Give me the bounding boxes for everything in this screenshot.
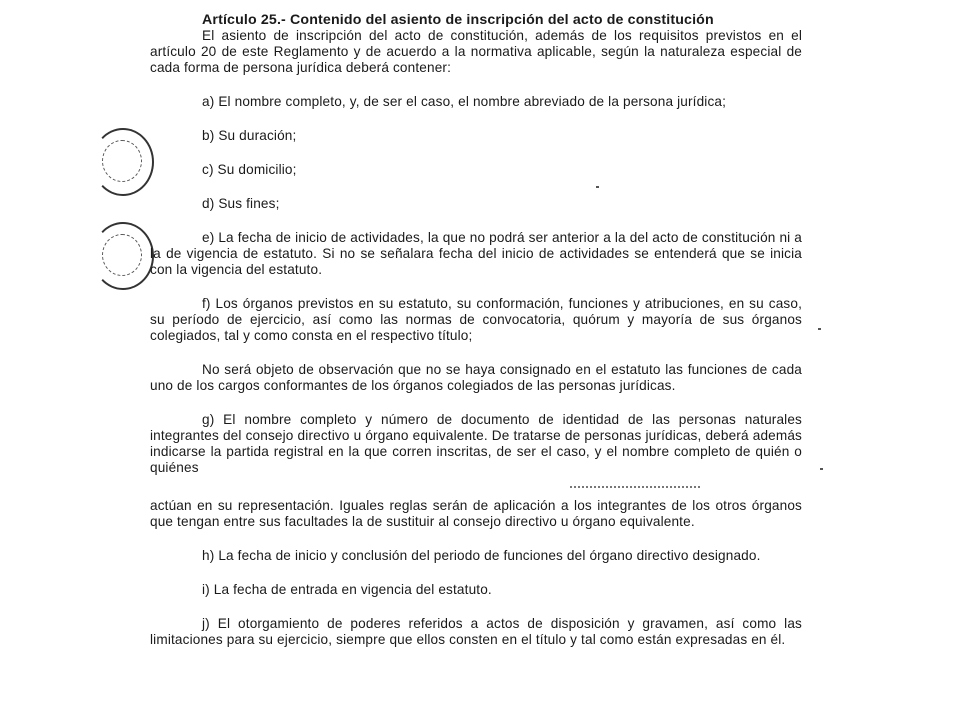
item-d: d) Sus fines; xyxy=(202,196,280,211)
item-g: g) El nombre completo y número de documento de identidad de las personas naturales integrantes del consejo directivo u órgano equivalente. De tratarse de personas jurídicas, deberá además indicarse la partida registral en la que corren inscritas, de ser el caso, y el nombre completo de quién o quiénes xyxy=(150,412,802,475)
document-body xyxy=(150,12,802,648)
item-e: e) La fecha de inicio de actividades, la que no podrá ser anterior a la del acto de constitución ni a la de vigencia de estatuto. Si no se señalara fecha del inicio de actividades se entenderá que se inicia con la vigencia del estatuto. xyxy=(150,230,802,277)
article-intro: El asiento de inscripción del acto de constitución, además de los requisitos previstos en el artículo 20 de este Reglamento y de acuerdo a la normativa aplicable, según la naturaleza especial de cada forma de persona jurídica deberá contener: xyxy=(150,28,802,75)
scan-speck xyxy=(820,468,823,470)
scan-speck xyxy=(818,328,821,330)
item-f: f) Los órganos previstos en su estatuto, su conformación, funciones y atribuciones, en su caso, su período de ejercicio, así como las normas de convocatoria, quórum y mayoría de sus órganos colegiados, tal y como consta en el respectivo título; xyxy=(150,296,802,343)
item-b: b) Su duración; xyxy=(202,128,297,143)
item-g-continued: actúan en su representación. Iguales reglas serán de aplicación a los integrantes de los otros órganos que tengan entre sus facultades la de sustituir al consejo directivo u órgano equivalente. xyxy=(150,498,802,529)
item-i: i) La fecha de entrada en vigencia del estatuto. xyxy=(202,582,492,597)
registry-seal-stamp xyxy=(92,222,154,290)
item-h: h) La fecha de inicio y conclusión del periodo de funciones del órgano directivo designado. xyxy=(202,548,761,563)
article-title: Artículo 25.- Contenido del asiento de inscripción del acto de constitución xyxy=(202,12,714,28)
item-a: a) El nombre completo, y, de ser el caso, el nombre abreviado de la persona jurídica; xyxy=(202,94,727,109)
note-observation: No será objeto de observación que no se haya consignado en el estatuto las funciones de cada uno de los cargos conformantes de los órganos colegiados de las personas jurídicas. xyxy=(150,362,802,393)
registry-seal-stamp xyxy=(92,128,154,196)
item-c: c) Su domicilio; xyxy=(202,162,297,177)
item-j: j) El otorgamiento de poderes referidos a actos de disposición y gravamen, así como las limitaciones para su ejercicio, siempre que ellos consten en el título y tal como están expresadas en él. xyxy=(150,616,802,647)
